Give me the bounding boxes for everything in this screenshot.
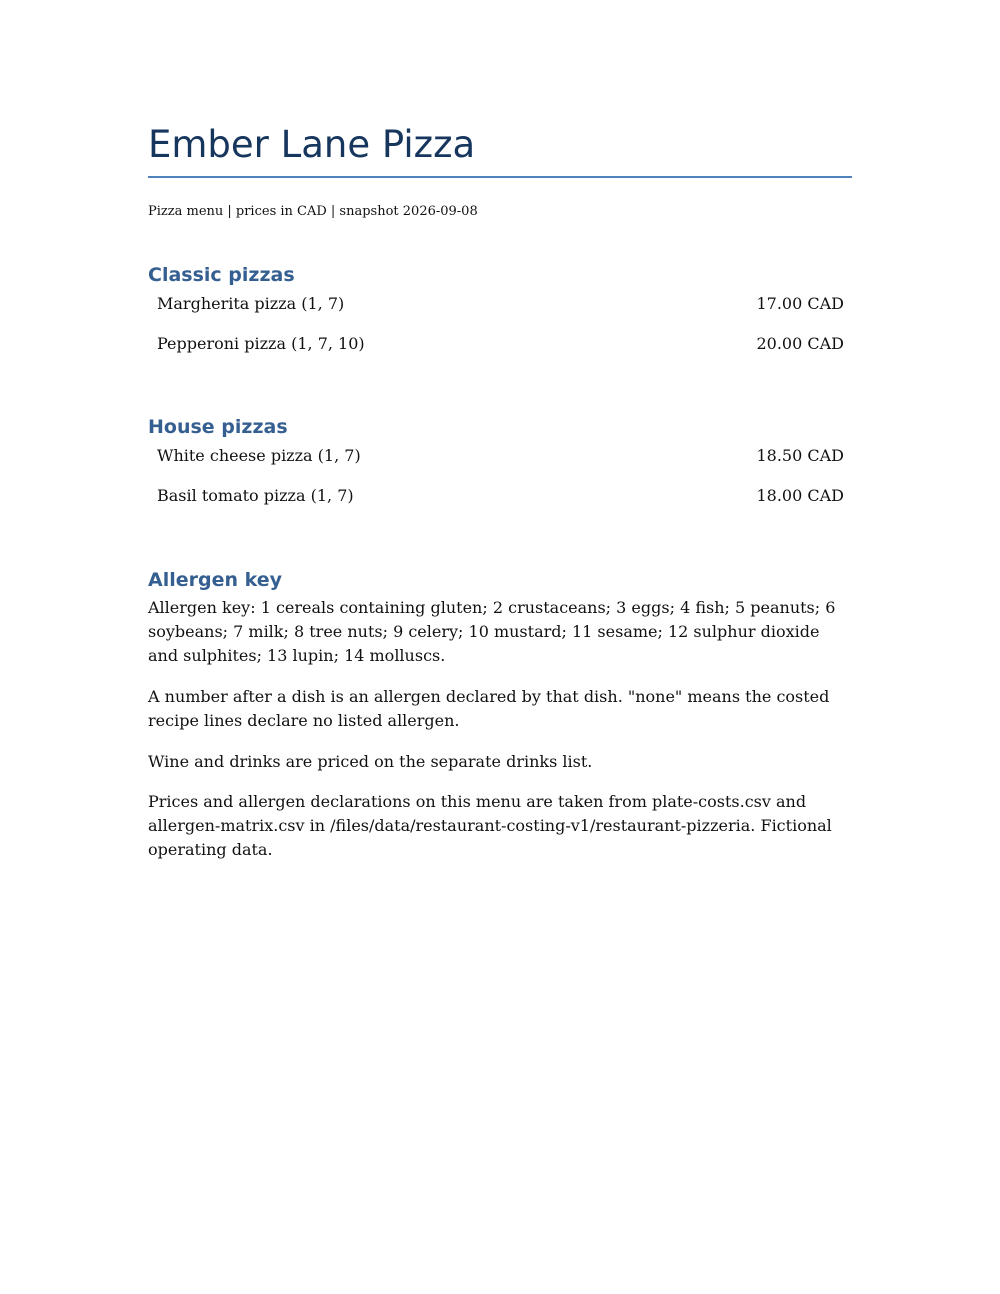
page-title: Ember Lane Pizza xyxy=(148,123,476,166)
drinks-note-paragraph: Wine and drinks are priced on the separate drinks list. xyxy=(148,752,593,771)
dish-price: 18.50 CAD xyxy=(756,446,844,465)
section-heading-allergen: Allergen key xyxy=(148,569,283,591)
allergen-key-paragraph: Allergen key: 1 cereals containing gluten; 2 crustaceans; 3 eggs; 4 fish; 5 peanuts; 6 soybeans; 7 milk; 8 tree nuts; 9 celery; 10 mustard; 11 sesame; 12 sulphur dioxide and sulphites; 13 lupin; 14 molluscs. xyxy=(148,598,836,665)
source-note-paragraph: Prices and allergen declarations on this menu are taken from plate-costs.csv and allergen-matrix.csv in /files/data/restaurant-costing-v1/restaurant-pizzeria. Fictional operating data. xyxy=(148,792,832,859)
allergen-note-paragraph: A number after a dish is an allergen declared by that dish. "none" means the costed recipe lines declare no listed allergen. xyxy=(148,687,830,730)
menu-item xyxy=(148,331,852,357)
dish-price: 18.00 CAD xyxy=(756,486,844,505)
dish-price: 20.00 CAD xyxy=(756,334,844,353)
dish-name: Pepperoni pizza (1, 7, 10) xyxy=(157,334,365,353)
dish-name: Basil tomato pizza (1, 7) xyxy=(157,486,354,505)
dish-name: Margherita pizza (1, 7) xyxy=(157,294,345,313)
menu-item xyxy=(148,291,852,317)
dish-name: White cheese pizza (1, 7) xyxy=(157,446,361,465)
section-heading-house: House pizzas xyxy=(148,416,288,438)
section-heading-classic: Classic pizzas xyxy=(148,264,295,286)
dish-price: 17.00 CAD xyxy=(756,294,844,313)
title-underline xyxy=(148,176,852,178)
menu-item xyxy=(148,483,852,509)
menu-item xyxy=(148,443,852,469)
page-subtitle: Pizza menu | prices in CAD | snapshot 2026-09-08 xyxy=(148,204,478,219)
